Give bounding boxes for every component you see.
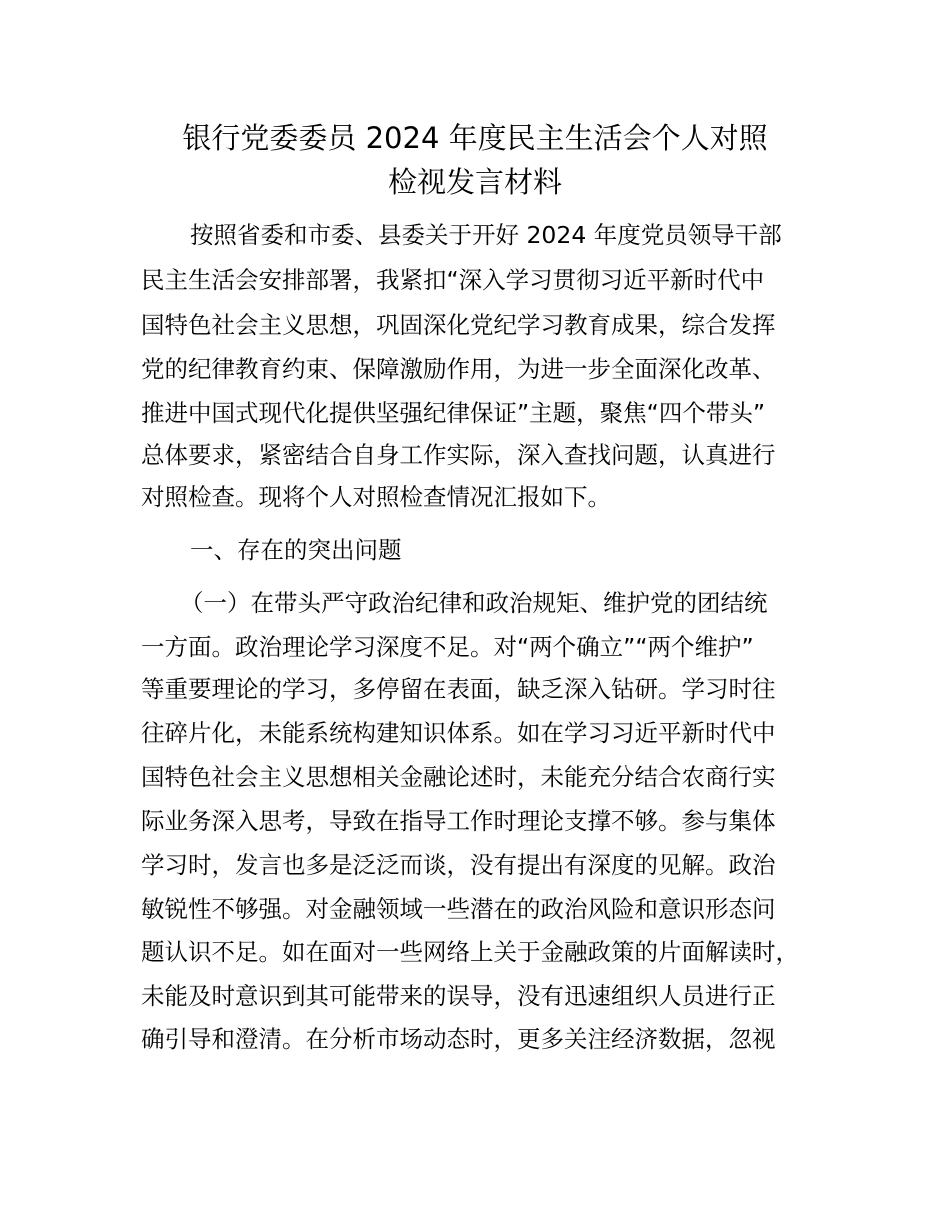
paragraph-section1-line-11: 确引导和澄清。在分析市场动态时，更多关注经济数据，忽视 [141, 1025, 776, 1053]
document-title-line-1: 银行党委委员 2024 年度民主生活会个人对照 [182, 121, 768, 155]
paragraph-section1-line-7: 学习时，发言也多是泛泛而谈，没有提出有深度的见解。政治 [141, 851, 776, 879]
paragraph-intro-line-6: 总体要求，紧密结合自身工作实际，深入查找问题，认真进行 [141, 441, 776, 469]
paragraph-section1-line-6: 际业务深入思考，导致在指导工作时理论支撑不够。参与集体 [141, 807, 776, 835]
paragraph-intro-line-4: 党的纪律教育约束、保障激励作用，为进一步全面深化改革、 [141, 355, 776, 383]
paragraph-intro-line-3: 国特色社会主义思想，巩固深化党纪学习教育成果，综合发挥 [141, 311, 776, 339]
paragraph-section1-line-8: 敏锐性不够强。对金融领域一些潜在的政治风险和意识形态问 [141, 895, 776, 923]
paragraph-intro-line-2: 民主生活会安排部署，我紧扣“深入学习贯彻习近平新时代中 [141, 266, 765, 294]
paragraph-section1-line-5: 国特色社会主义思想相关金融论述时，未能充分结合农商行实 [141, 763, 776, 791]
paragraph-section1-line-4: 往碎片化，未能系统构建知识体系。如在学习习近平新时代中 [141, 719, 776, 747]
paragraph-section1-line-2: 一方面。政治理论学习深度不足。对“两个确立”“两个维护” [141, 633, 754, 661]
paragraph-intro-line-7: 对照检查。现将个人对照检查情况汇报如下。 [141, 483, 611, 511]
document-title-line-2: 检视发言材料 [387, 165, 562, 199]
paragraph-section1-line-3: 等重要理论的学习，多停留在表面，缺乏深入钻研。学习时往 [141, 675, 776, 703]
section-heading-1: 一、存在的突出问题 [190, 536, 402, 564]
paragraph-section1-line-10: 未能及时意识到其可能带来的误导，没有迅速组织人员进行正 [141, 982, 776, 1010]
paragraph-section1-line-1: （一）在带头严守政治纪律和政治规矩、维护党的团结统 [180, 589, 768, 617]
paragraph-intro-line-5: 推进中国式现代化提供坚强纪律保证”主题，聚焦“四个带头” [141, 399, 766, 427]
paragraph-intro-line-1: 按照省委和市委、县委关于开好 2024 年度党员领导干部 [190, 221, 782, 249]
paragraph-section1-line-9: 题认识不足。如在面对一些网络上关于金融政策的片面解读时， [141, 938, 799, 966]
